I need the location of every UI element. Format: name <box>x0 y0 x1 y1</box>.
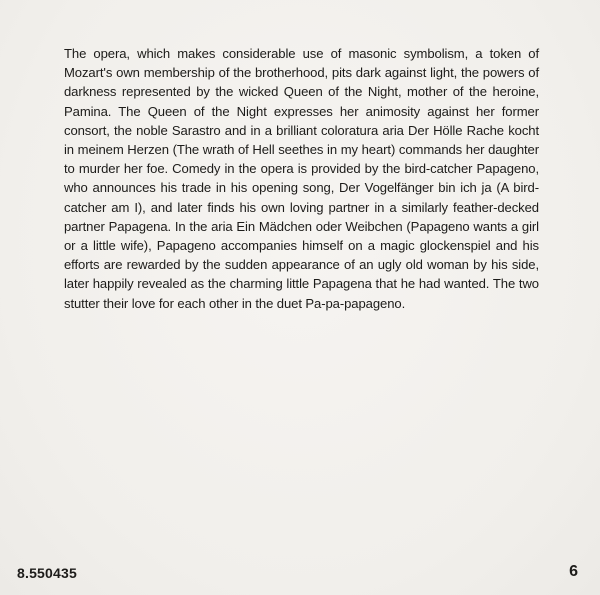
catalog-number: 8.550435 <box>17 565 77 581</box>
page-number: 6 <box>569 563 578 580</box>
body-paragraph: The opera, which makes considerable use of masonic symbolism, a token of Mozart's own membership of the brotherhood, pits dark against light, the powers of darkness represented by the wicked Queen of the Night, mother of the heroine, Pamina. The Queen of the Night expresses her animosity against her former consort, the noble Sarastro and in a brilliant coloratura aria Der Hölle Rache kocht in meinem Herzen (The wrath of Hell seethes in my heart) commands her daughter to murder her foe. Comedy in the opera is provided by the bird-catcher Papageno, who announces his trade in his opening song, Der Vogelfänger bin ich ja (A bird-catcher am I), and later finds his own loving partner in a similarly feather-decked partner Papagena. In the aria Ein Mädchen oder Weibchen (Papageno wants a girl or a little wife), Papageno accompanies himself on a magic glockenspiel and his efforts are rewarded by the sudden appearance of an ugly old woman by his side, later happily revealed as the charming little Papagena that he had wanted. The two stutter their love for each other in the duet Pa-pa-papageno. <box>64 46 539 311</box>
